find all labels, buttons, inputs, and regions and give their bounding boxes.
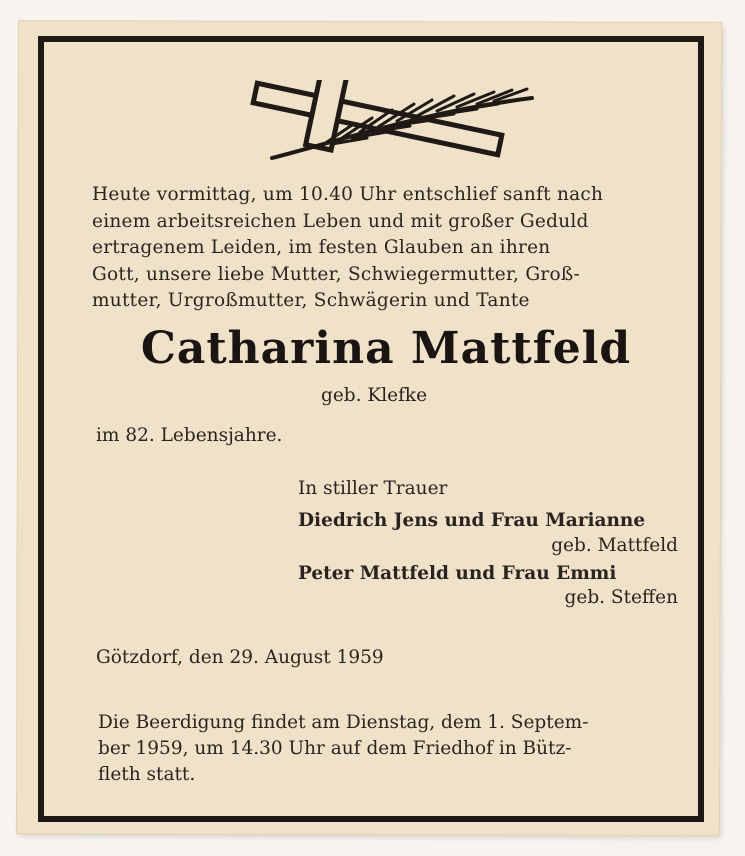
mourner-maiden-name: geb. Mattfeld: [551, 535, 678, 556]
announcement-line: einem arbeitsreichen Leben und mit großer Geduld: [92, 210, 589, 232]
announcement-text: [92, 182, 680, 315]
funeral-info: [98, 710, 682, 788]
funeral-line: ber 1959, um 14.30 Uhr auf dem Friedhof in Bütz-: [98, 738, 572, 759]
place-and-date: Götzdorf, den 29. August 1959: [96, 647, 384, 668]
announcement-line: Gott, unsere liebe Mutter, Schwiegermutter, Groß-: [92, 263, 580, 285]
mourning-intro: In stiller Trauer: [298, 478, 448, 499]
announcement-line: Heute vormittag, um 10.40 Uhr entschlief sanft nach: [92, 184, 604, 205]
funeral-line: Die Beerdigung findet am Dienstag, dem 1. Septem-: [98, 712, 589, 733]
cross-with-palm-icon: [232, 80, 537, 165]
funeral-line: fleth statt.: [98, 764, 196, 785]
mourner-names: Diedrich Jens und Frau Marianne: [298, 510, 646, 531]
deceased-name: Catharina Mattfeld: [140, 323, 632, 374]
maiden-name: geb. Klefke: [321, 385, 428, 406]
announcement-line: ertragenem Leiden, im festen Glauben an ihren: [92, 237, 551, 258]
mourner-names: Peter Mattfeld und Frau Emmi: [298, 563, 617, 584]
age-line: im 82. Lebensjahre.: [96, 425, 283, 446]
mourner-maiden-name: geb. Steffen: [564, 587, 678, 608]
announcement-line: mutter, Urgroßmutter, Schwägerin und Tante: [92, 290, 530, 311]
